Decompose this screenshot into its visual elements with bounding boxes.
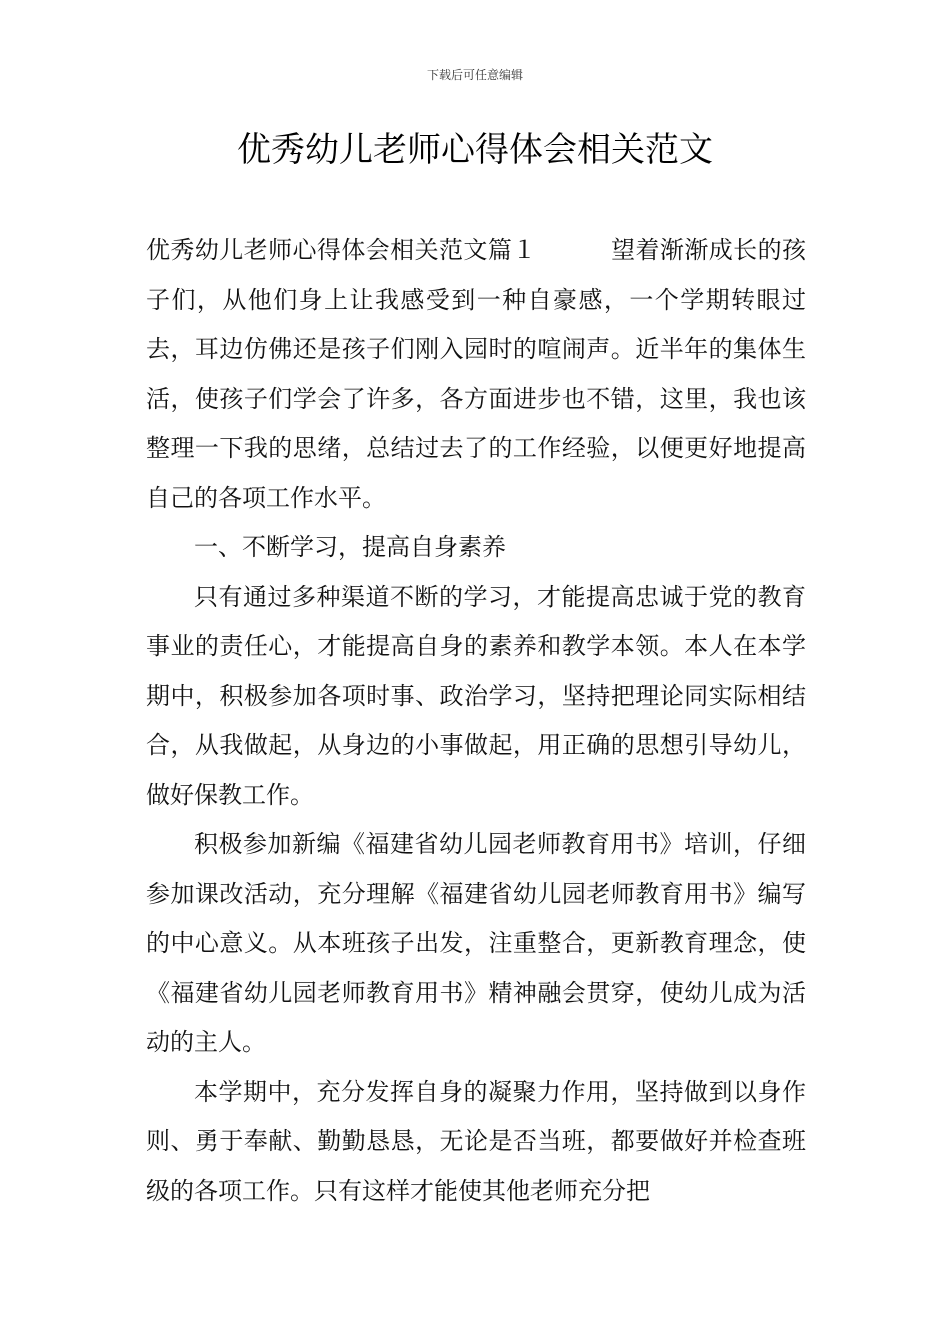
first-paragraph-text: 望着渐渐成长的孩子们，从他们身上让我感受到一种自豪感，一个学期转眼过去，耳边仿佛还是孩子们刚入园时的喧闹声。近半年的集体生活，使孩子们学会了许多，各方面进步也不错，这里，我也该整理一下我的思绪，总结过去了的工作经验，以便更好地提高自己的各项工作水平。 [146, 236, 807, 512]
section-heading: 一、不断学习，提高自身素养 [194, 533, 506, 561]
first-paragraph [146, 226, 806, 523]
body-paragraph: 积极参加新编《福建省幼儿园老师教育用书》培训，仔细参加课改活动，充分理解《福建省幼儿园老师教育用书》编写的中心意义。从本班孩子出发，注重整合，更新教育理念，使《福建省幼儿园老师教育用书》精神融会贯穿，使幼儿成为活动的主人。 [146, 830, 806, 1056]
body-paragraph: 只有通过多种渠道不断的学习，才能提高忠诚于党的教育事业的责任心，才能提高自身的素养和教学本领。本人在本学期中，积极参加各项时事、政治学习，坚持把理论同实际相结合，从我做起，从身边的小事做起，用正确的思想引导幼儿，做好保教工作。 [146, 582, 806, 809]
body-paragraph: 本学期中，充分发挥自身的凝聚力作用，坚持做到以身作则、勇于奉献、勤勤恳恳，无论是否当班，都要做好并检查班级的各项工作。只有这样才能使其他老师充分把 [146, 1077, 806, 1205]
first-paragraph-lead: 优秀幼儿老师心得体会相关范文篇１ [146, 236, 537, 264]
page-header-note: 下载后可任意编辑 [426, 68, 523, 82]
document-title: 优秀幼儿老师心得体会相关范文 [237, 130, 713, 170]
document-body [146, 226, 806, 1216]
